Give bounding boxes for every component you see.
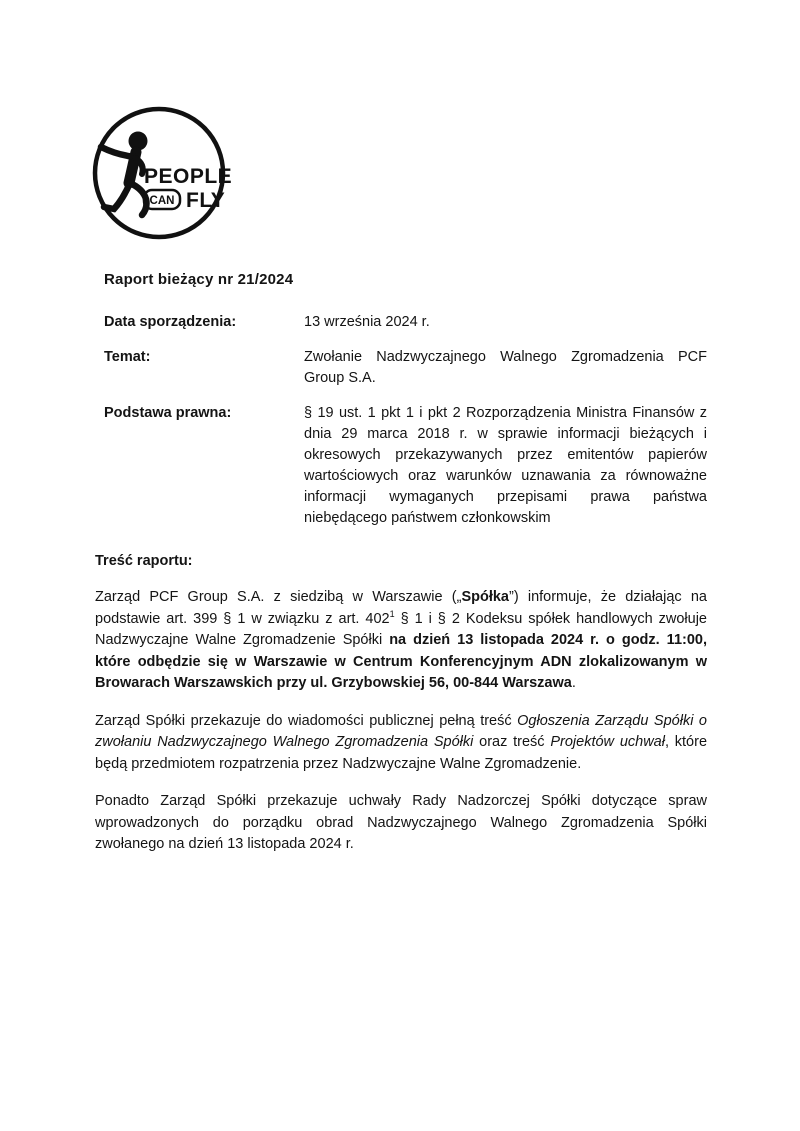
people-can-fly-logo-svg — [87, 103, 237, 243]
report-content — [95, 103, 707, 856]
meta-value-date: 13 września 2024 r. — [304, 314, 430, 330]
logo-word-fly: FLY — [186, 189, 226, 212]
people-can-fly-logo-icon — [87, 103, 237, 243]
meta-label-subject: Temat: — [104, 349, 151, 365]
report-body-heading: Treść raportu: — [95, 553, 193, 569]
report-paragraph-3: Ponadto Zarząd Spółki przekazuje uchwały Rady Nadzorczej Spółki dotyczące spraw wprowadzonych do porządku obrad Nadzwyczajnego Walnego Zgromadzenia Spółki zwołanego na dzień 13 listopada 2024 r. — [95, 793, 707, 852]
logo-word-people: PEOPLE — [144, 165, 233, 188]
meta-row-subject — [104, 347, 707, 389]
meta-label-legal-basis: Podstawa prawna: — [104, 405, 232, 421]
report-paragraph-1: Zarząd PCF Group S.A. z siedzibą w Warszawie („Spółka”) informuje, że działając na podstawie art. 399 § 1 w związku z art. $402^1$ § 1 i § 2 Kodeksu spółek handlowych zwołuje Nadzwyczajne Walne Zgromadzenie Spółki na dzień 13 listopada 2024 r. o godz. 11:00, które odbędzie się w Warszawie w Centrum Konferencyjnym ADN zlokalizowanym w Browarach Warszawskich przy ul. Grzybowskiej 56, 00-844 Warszawa. — [95, 589, 707, 691]
report-meta — [104, 312, 707, 529]
report-title: Raport bieżący nr 21/2024 — [104, 271, 294, 288]
meta-label-date: Data sporządzenia: — [104, 314, 237, 330]
logo-figure-silhouette — [101, 132, 148, 216]
logo-word-can: CAN — [149, 195, 175, 207]
meta-value-subject: Zwołanie Nadzwyczajnego Walnego Zgromadzenia PCF Group S.A. — [304, 349, 707, 386]
meta-row-date — [104, 312, 707, 333]
meta-value-legal-basis: § 19 ust. 1 pkt 1 i pkt 2 Rozporządzenia Ministra Finansów z dnia 29 marca 2018 r. w sprawie informacji bieżących i okresowych przekazywanych przez emitentów papierów wartościowych oraz warunków uznawania za równoważne informacji wymaganych przepisami prawa państwa niebędącego państwem członkowskim — [304, 405, 707, 526]
meta-row-legal-basis — [104, 403, 707, 529]
report-paragraph-2: Zarząd Spółki przekazuje do wiadomości publicznej pełną treść Ogłoszenia Zarządu Spółki o zwołaniu Nadzwyczajnego Walnego Zgromadzenia Spółki oraz treść Projektów uchwał, które będą przedmiotem rozpatrzenia przez Nadzwyczajne Walne Zgromadzenie. — [95, 712, 708, 772]
